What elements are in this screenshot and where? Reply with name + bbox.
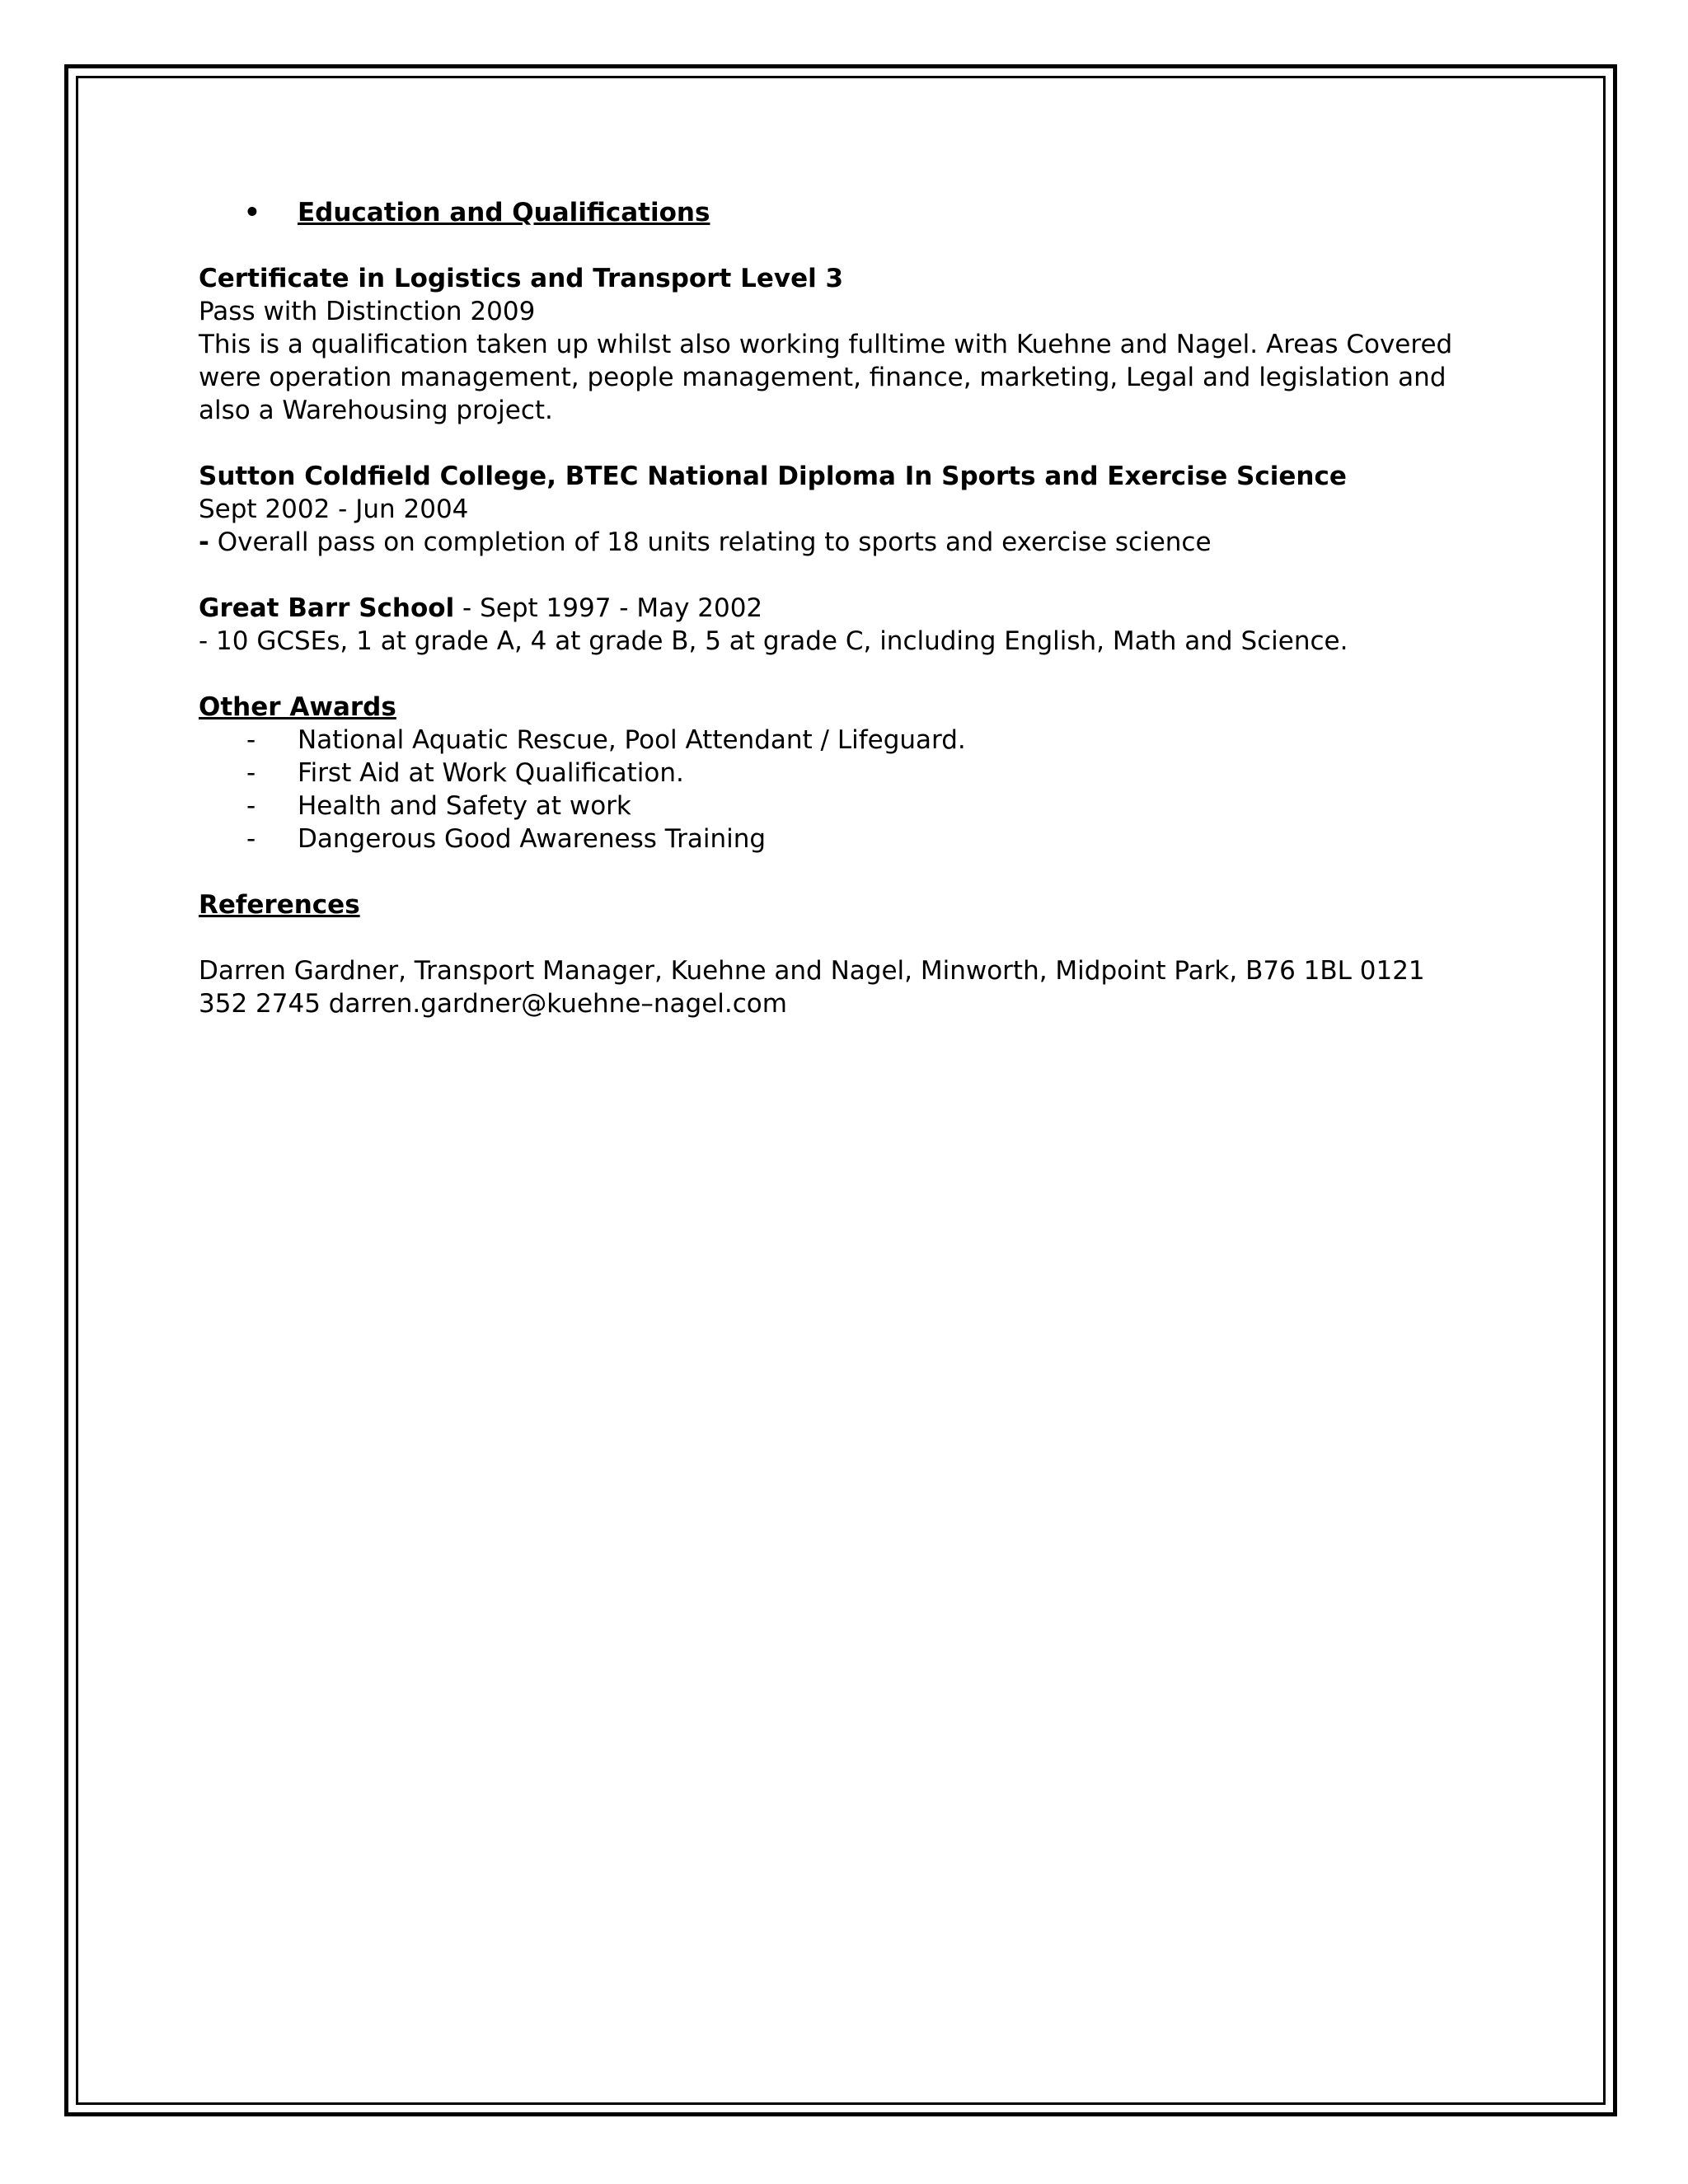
school-name: Great Barr School [199, 593, 455, 623]
resume-content [199, 196, 1484, 1020]
references-title: References [199, 890, 360, 920]
list-item [199, 724, 1484, 757]
education-heading-text: Education and Qualifications [298, 198, 710, 227]
awards-list [199, 724, 1484, 855]
btec-dash: - [199, 527, 209, 557]
school-entry [199, 592, 1484, 658]
btec-dates: Sept 2002 - Jun 2004 [199, 494, 469, 524]
btec-title: Sutton Coldfield College, BTEC National Diploma In Sports and Exercise Science [199, 462, 1347, 491]
school-dates: - Sept 1997 - May 2002 [454, 593, 763, 623]
school-detail: - 10 GCSEs, 1 at grade A, 4 at grade B, 5 at grade C, including English, Math and Science. [199, 626, 1348, 656]
award-text: Dangerous Good Awareness Training [298, 824, 767, 854]
btec-detail: Overall pass on completion of 18 units relating to sports and exercise science [209, 527, 1212, 557]
dash-marker: - [246, 725, 256, 755]
award-text: Health and Safety at work [298, 791, 631, 821]
dash-marker: - [246, 791, 256, 821]
btec-detail-line [199, 526, 1484, 559]
award-text: National Aquatic Rescue, Pool Attendant / Lifeguard. [298, 725, 966, 755]
other-awards-title: Other Awards [199, 692, 396, 722]
list-item [199, 823, 1484, 855]
education-heading [199, 196, 1484, 229]
list-item [199, 790, 1484, 823]
award-text: First Aid at Work Qualification. [298, 758, 684, 788]
dash-marker: - [246, 758, 256, 788]
dash-marker: - [246, 824, 256, 854]
btec-entry [199, 460, 1484, 559]
certificate-entry [199, 262, 1484, 427]
school-line [199, 592, 1484, 625]
certificate-description: This is a qualification taken up whilst also working fulltime with Kuehne and Nagel. Areas Covered were operation management, people management, finance, marketing, Legal and legislation and also a Warehousing project. [199, 330, 1453, 425]
reference-entry: Darren Gardner, Transport Manager, Kuehne and Nagel, Minworth, Midpoint Park, B76 1BL 0121 352 2745 darren.gardner@kuehne–nagel.com [199, 956, 1425, 1019]
list-item [199, 757, 1484, 790]
certificate-result: Pass with Distinction 2009 [199, 297, 536, 326]
certificate-title: Certificate in Logistics and Transport Level 3 [199, 264, 844, 293]
bullet-icon: • [244, 198, 260, 227]
